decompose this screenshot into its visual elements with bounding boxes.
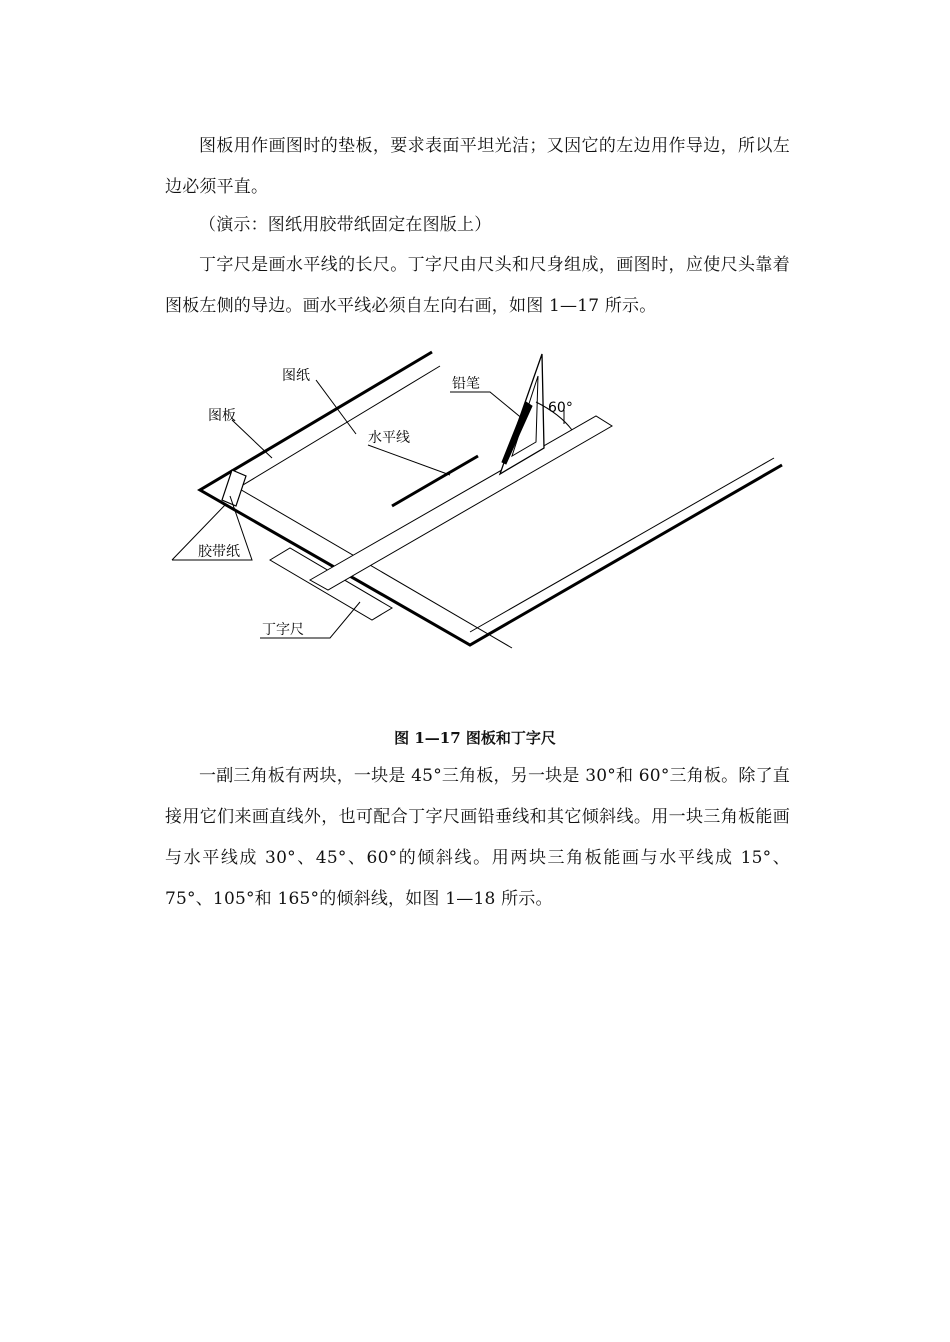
label-pencil: 铅笔 xyxy=(452,376,480,392)
paper-right-edge xyxy=(470,458,774,632)
label-board: 图板 xyxy=(208,408,236,424)
label-horizontal-line: 水平线 xyxy=(368,430,410,446)
leader-paper xyxy=(316,380,356,434)
figure-drawing-board-t-square xyxy=(160,340,800,660)
board-outline xyxy=(200,352,782,645)
label-tape: 胶带纸 xyxy=(198,544,240,560)
paragraph-drawing-board: 图板用作画图时的垫板，要求表面平坦光洁；又因它的左边用作导边，所以左边必须平直。 xyxy=(165,136,790,197)
leader-board xyxy=(232,420,272,458)
figure-diagram xyxy=(160,340,800,660)
leader-pencil xyxy=(450,392,524,420)
t-square-blade xyxy=(310,416,612,590)
label-t-square: 丁字尺 xyxy=(262,622,304,638)
paragraph-triangles: 一副三角板有两块，一块是 45°三角板，另一块是 30°和 60°三角板。除了直接用它们来画直线外，也可配合丁字尺画铅垂线和其它倾斜线。用一块三角板能画与水平线成 30°、45°、60°的倾斜线。用两块三角板能画与水平线成 15°、75°、105°和 165°的倾斜线，如图 1—18 所示。 xyxy=(165,766,790,909)
leader-horizontal-line xyxy=(368,445,450,475)
label-paper: 图纸 xyxy=(282,368,310,384)
figure-caption: 图 1—17 图板和丁字尺 xyxy=(394,729,556,747)
paragraph-t-square: 丁字尺是画水平线的长尺。丁字尺由尺头和尺身组成，画图时，应使尺头靠着图板左侧的导边。画水平线必须自左向右画，如图 1—17 所示。 xyxy=(165,255,790,316)
paragraph-demo-note: （演示：图纸用胶带纸固定在图版上） xyxy=(199,215,492,235)
label-angle: 60° xyxy=(548,400,573,416)
